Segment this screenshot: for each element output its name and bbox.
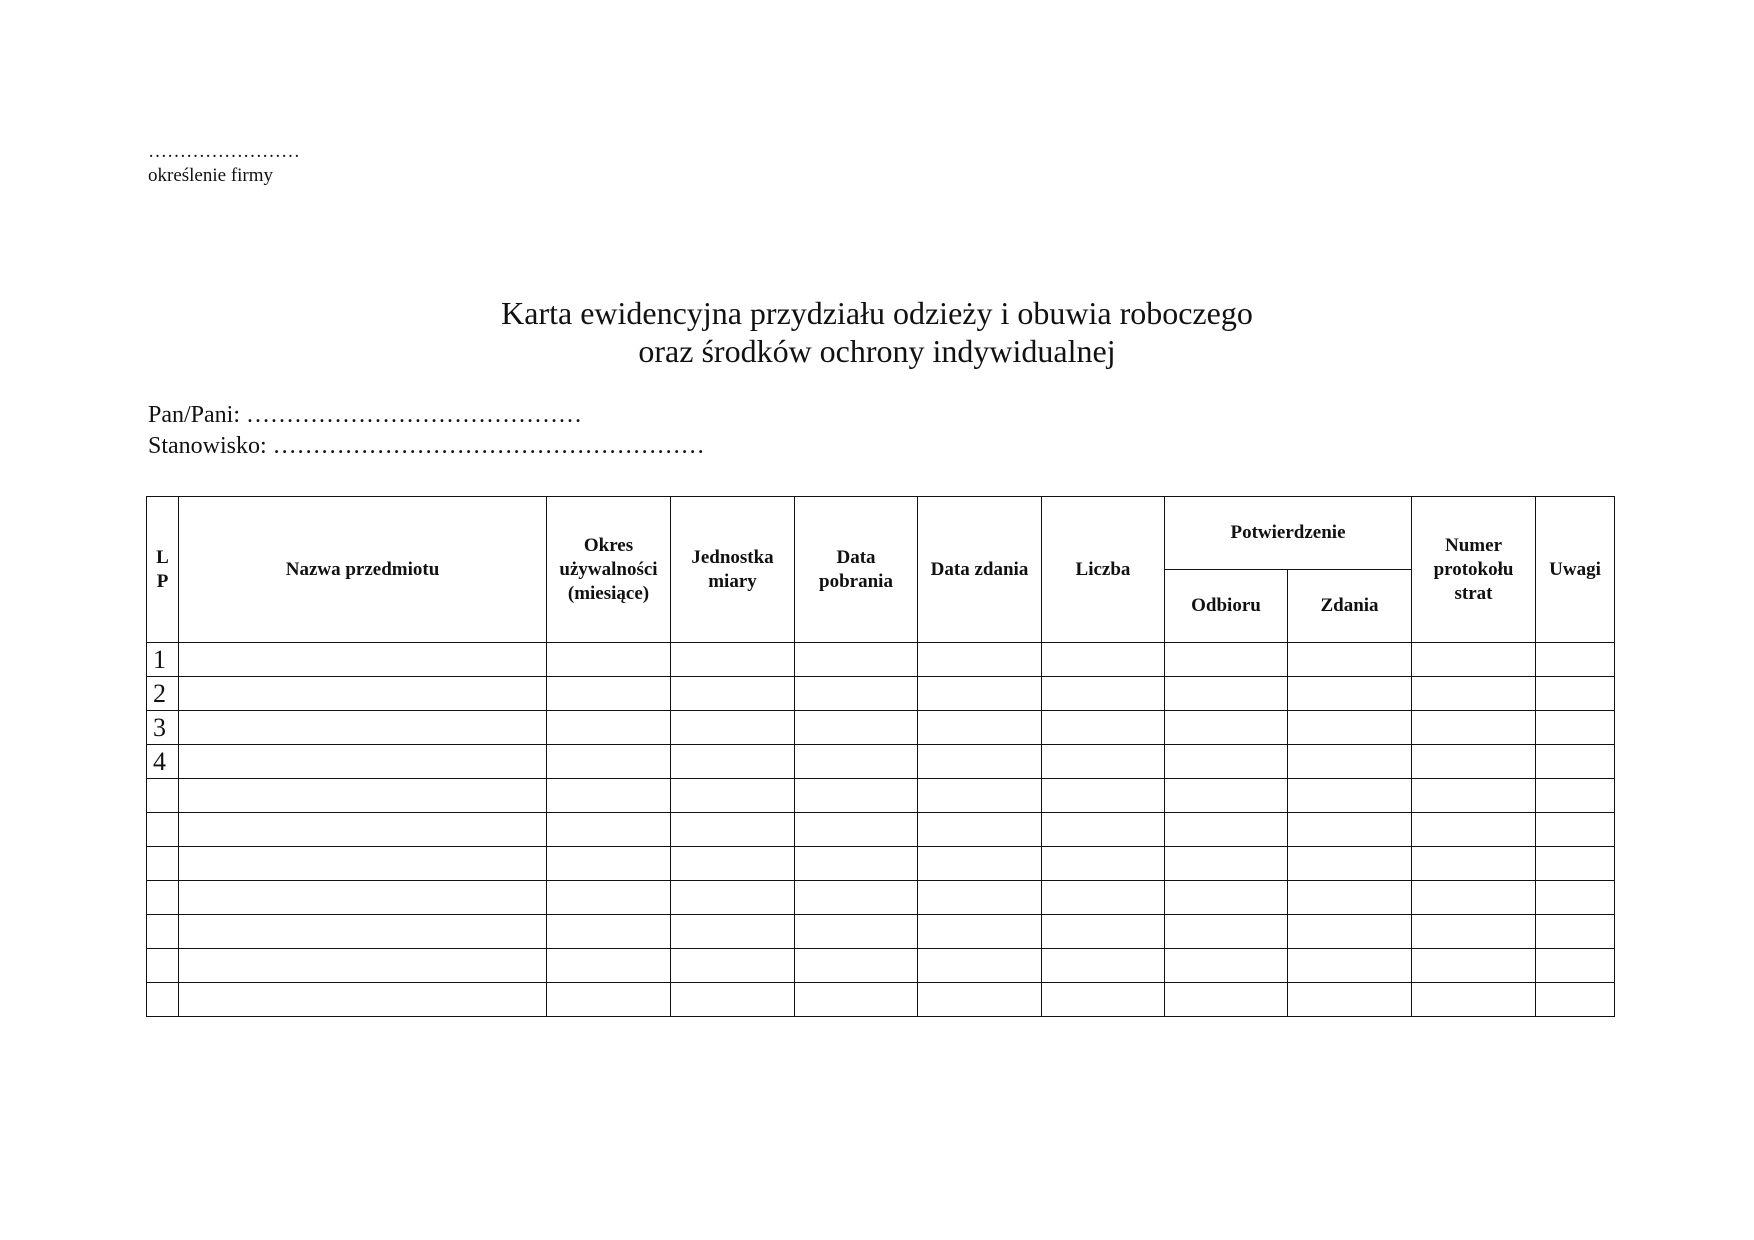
cell-loss-protocol[interactable] <box>1412 643 1536 677</box>
cell-return-date[interactable] <box>918 915 1042 949</box>
cell-name[interactable] <box>179 677 547 711</box>
cell-receipt[interactable] <box>1165 643 1288 677</box>
cell-receipt[interactable] <box>1165 949 1288 983</box>
cell-loss-protocol[interactable] <box>1412 711 1536 745</box>
table-row <box>147 813 1615 847</box>
cell-return-date[interactable] <box>918 711 1042 745</box>
cell-loss-protocol[interactable] <box>1412 915 1536 949</box>
cell-return[interactable] <box>1288 745 1412 779</box>
cell-lp: 3 <box>147 711 179 745</box>
cell-lp <box>147 915 179 949</box>
company-label: określenie firmy <box>148 165 274 186</box>
cell-issue-date[interactable] <box>795 813 918 847</box>
cell-period[interactable] <box>547 813 671 847</box>
cell-receipt[interactable] <box>1165 779 1288 813</box>
cell-name[interactable] <box>179 711 547 745</box>
cell-issue-date[interactable] <box>795 779 918 813</box>
cell-remarks[interactable] <box>1536 643 1615 677</box>
cell-name[interactable] <box>179 779 547 813</box>
cell-return[interactable] <box>1288 779 1412 813</box>
cell-issue-date[interactable] <box>795 745 918 779</box>
cell-remarks[interactable] <box>1536 881 1615 915</box>
cell-loss-protocol[interactable] <box>1412 677 1536 711</box>
cell-issue-date[interactable] <box>795 949 918 983</box>
cell-unit[interactable] <box>671 915 795 949</box>
cell-name[interactable] <box>179 847 547 881</box>
cell-unit[interactable] <box>671 711 795 745</box>
cell-return[interactable] <box>1288 711 1412 745</box>
cell-remarks[interactable] <box>1536 915 1615 949</box>
cell-name[interactable] <box>179 745 547 779</box>
cell-unit[interactable] <box>671 745 795 779</box>
position-field: Stanowisko: ……………………………………………… <box>148 433 705 459</box>
cell-return-date[interactable] <box>918 643 1042 677</box>
table-row <box>147 779 1615 813</box>
cell-lp <box>147 779 179 813</box>
cell-period[interactable] <box>547 915 671 949</box>
cell-receipt[interactable] <box>1165 677 1288 711</box>
cell-loss-protocol[interactable] <box>1412 847 1536 881</box>
cell-name[interactable] <box>179 881 547 915</box>
cell-return[interactable] <box>1288 643 1412 677</box>
table-row <box>147 949 1615 983</box>
cell-loss-protocol[interactable] <box>1412 983 1536 1017</box>
cell-return-date[interactable] <box>918 779 1042 813</box>
cell-count[interactable] <box>1042 881 1165 915</box>
cell-receipt[interactable] <box>1165 881 1288 915</box>
cell-lp <box>147 881 179 915</box>
table-row <box>147 745 1615 779</box>
cell-return[interactable] <box>1288 813 1412 847</box>
cell-count[interactable] <box>1042 745 1165 779</box>
document-title <box>0 294 1754 370</box>
person-field: Pan/Pani: …………………………………… <box>148 402 583 428</box>
table-row <box>147 881 1615 915</box>
cell-remarks[interactable] <box>1536 813 1615 847</box>
cell-receipt[interactable] <box>1165 847 1288 881</box>
cell-period[interactable] <box>547 745 671 779</box>
title-line-2: oraz środków ochrony indywidualnej <box>638 333 1116 369</box>
cell-loss-protocol[interactable] <box>1412 949 1536 983</box>
header-count: Liczba <box>1042 497 1165 643</box>
cell-remarks[interactable] <box>1536 779 1615 813</box>
cell-period[interactable] <box>547 847 671 881</box>
header-lp: L P <box>147 497 179 643</box>
cell-lp <box>147 983 179 1017</box>
cell-return[interactable] <box>1288 983 1412 1017</box>
cell-count[interactable] <box>1042 983 1165 1017</box>
issue-record-table <box>146 496 1615 1017</box>
cell-remarks[interactable] <box>1536 847 1615 881</box>
cell-remarks[interactable] <box>1536 983 1615 1017</box>
header-item-name: Nazwa przedmiotu <box>179 497 547 643</box>
cell-remarks[interactable] <box>1536 745 1615 779</box>
cell-unit[interactable] <box>671 881 795 915</box>
cell-period[interactable] <box>547 677 671 711</box>
cell-return-date[interactable] <box>918 949 1042 983</box>
cell-period[interactable] <box>547 983 671 1017</box>
cell-return[interactable] <box>1288 915 1412 949</box>
cell-issue-date[interactable] <box>795 983 918 1017</box>
cell-period[interactable] <box>547 881 671 915</box>
title-line-1: Karta ewidencyjna przydziału odzieży i obuwia roboczego <box>501 295 1253 331</box>
cell-period[interactable] <box>547 949 671 983</box>
cell-return[interactable] <box>1288 847 1412 881</box>
cell-unit[interactable] <box>671 677 795 711</box>
table-row <box>147 643 1615 677</box>
cell-count[interactable] <box>1042 813 1165 847</box>
cell-return-date[interactable] <box>918 745 1042 779</box>
company-block <box>148 140 300 188</box>
cell-name[interactable] <box>179 983 547 1017</box>
cell-receipt[interactable] <box>1165 711 1288 745</box>
header-remarks: Uwagi <box>1536 497 1615 643</box>
cell-remarks[interactable] <box>1536 949 1615 983</box>
cell-unit[interactable] <box>671 949 795 983</box>
cell-lp <box>147 847 179 881</box>
cell-issue-date[interactable] <box>795 677 918 711</box>
table-row <box>147 983 1615 1017</box>
cell-return[interactable] <box>1288 949 1412 983</box>
cell-receipt[interactable] <box>1165 915 1288 949</box>
cell-return-date[interactable] <box>918 881 1042 915</box>
cell-issue-date[interactable] <box>795 847 918 881</box>
cell-loss-protocol[interactable] <box>1412 779 1536 813</box>
cell-name[interactable] <box>179 643 547 677</box>
cell-issue-date[interactable] <box>795 711 918 745</box>
cell-count[interactable] <box>1042 949 1165 983</box>
header-usage-period: Okres używalności (miesiące) <box>547 497 671 643</box>
header-unit: Jednostka miary <box>671 497 795 643</box>
table-row <box>147 915 1615 949</box>
table-body <box>147 643 1615 1017</box>
cell-count[interactable] <box>1042 847 1165 881</box>
header-receipt: Odbioru <box>1165 570 1288 643</box>
header-return-date: Data zdania <box>918 497 1042 643</box>
cell-count[interactable] <box>1042 915 1165 949</box>
cell-unit[interactable] <box>671 847 795 881</box>
cell-remarks[interactable] <box>1536 711 1615 745</box>
cell-lp: 1 <box>147 643 179 677</box>
cell-return-date[interactable] <box>918 983 1042 1017</box>
cell-count[interactable] <box>1042 711 1165 745</box>
cell-return[interactable] <box>1288 881 1412 915</box>
cell-unit[interactable] <box>671 779 795 813</box>
cell-name[interactable] <box>179 915 547 949</box>
employee-fields <box>148 400 705 462</box>
cell-lp <box>147 949 179 983</box>
company-dots: …………………… <box>148 141 300 162</box>
cell-loss-protocol[interactable] <box>1412 881 1536 915</box>
cell-period[interactable] <box>547 779 671 813</box>
header-confirmation: Potwierdzenie <box>1165 497 1412 570</box>
cell-unit[interactable] <box>671 643 795 677</box>
cell-period[interactable] <box>547 643 671 677</box>
cell-issue-date[interactable] <box>795 881 918 915</box>
cell-count[interactable] <box>1042 643 1165 677</box>
cell-period[interactable] <box>547 711 671 745</box>
cell-count[interactable] <box>1042 779 1165 813</box>
table-row <box>147 847 1615 881</box>
header-return: Zdania <box>1288 570 1412 643</box>
cell-loss-protocol[interactable] <box>1412 745 1536 779</box>
cell-unit[interactable] <box>671 813 795 847</box>
cell-count[interactable] <box>1042 677 1165 711</box>
cell-return-date[interactable] <box>918 677 1042 711</box>
cell-lp: 4 <box>147 745 179 779</box>
table-row <box>147 677 1615 711</box>
cell-receipt[interactable] <box>1165 983 1288 1017</box>
cell-name[interactable] <box>179 949 547 983</box>
cell-issue-date[interactable] <box>795 915 918 949</box>
cell-unit[interactable] <box>671 983 795 1017</box>
cell-issue-date[interactable] <box>795 643 918 677</box>
cell-remarks[interactable] <box>1536 677 1615 711</box>
cell-receipt[interactable] <box>1165 813 1288 847</box>
cell-receipt[interactable] <box>1165 745 1288 779</box>
cell-return[interactable] <box>1288 677 1412 711</box>
cell-name[interactable] <box>179 813 547 847</box>
cell-return-date[interactable] <box>918 847 1042 881</box>
cell-lp: 2 <box>147 677 179 711</box>
cell-return-date[interactable] <box>918 813 1042 847</box>
header-loss-protocol: Numer protokołu strat <box>1412 497 1536 643</box>
cell-loss-protocol[interactable] <box>1412 813 1536 847</box>
cell-lp <box>147 813 179 847</box>
header-issue-date: Data pobrania <box>795 497 918 643</box>
table-row <box>147 711 1615 745</box>
